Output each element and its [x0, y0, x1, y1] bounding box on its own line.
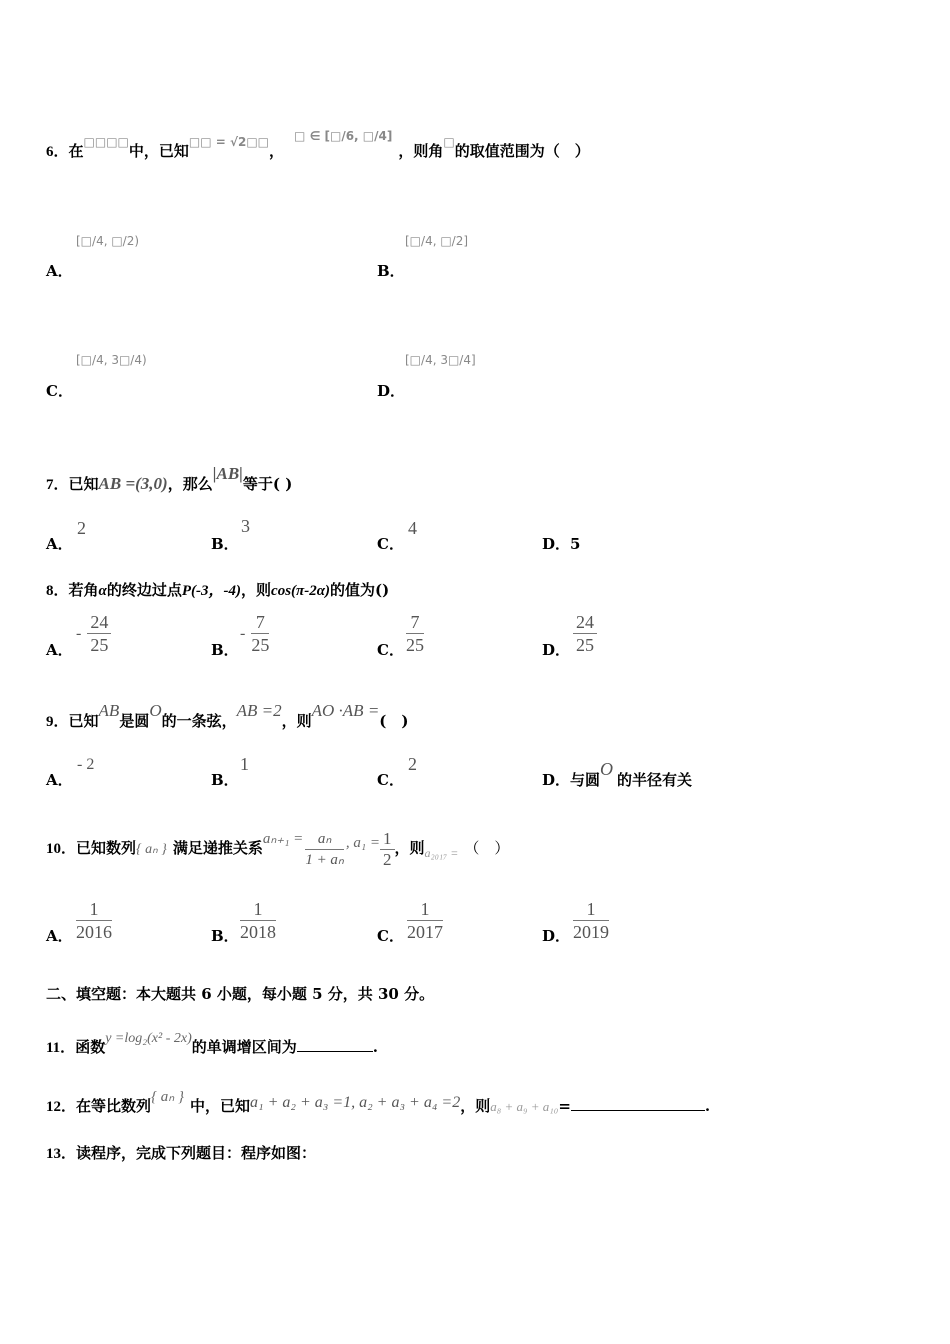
q13-stem: 13．读程序，完成下列题目：程序如图： — [46, 1144, 317, 1162]
q10-number: 10． — [46, 841, 77, 857]
q9-stem: 9．已知AB是圆O的一条弦，AB =2，则AO ·AB =( ) — [46, 701, 409, 730]
q9-dot-product: AO ·AB = — [311, 701, 380, 720]
q9-option-b-label: B． — [211, 771, 239, 789]
q9-circle-o: O — [149, 701, 162, 720]
q6-option-a-label: A． — [46, 262, 73, 280]
q7-stem: 7．已知AB =(3,0)，那么|AB|等于( ) — [46, 464, 293, 493]
q9-option-d-o: O — [600, 759, 614, 779]
q6-option-b-value: [□/4, □/2] — [405, 234, 469, 248]
q10-sequence: { aₙ } — [136, 842, 167, 857]
q7-option-b-value: 3 — [241, 516, 250, 536]
q8-option-b-value: - $\frac{7}{25}$ — [240, 612, 270, 655]
q9-ab: AB — [98, 701, 120, 720]
q8-number: 8． — [46, 583, 69, 599]
q8-option-c-label: C． — [377, 641, 404, 659]
q7-option-c-value: 4 — [408, 518, 417, 538]
q7-abs: |AB| — [212, 464, 243, 483]
q6-option-a-value: [□/4, □/2) — [76, 234, 140, 248]
q9-option-a-label: A． — [46, 771, 73, 789]
section-heading: 二、填空题：本大题共 6 小题，每小题 5 分，共 30 分。 — [46, 985, 435, 1003]
q8-option-c-value: $\frac{7}{25}$ — [406, 612, 424, 655]
q11-function: y =log₂(x² - 2x) — [105, 1031, 192, 1046]
q10-option-b-value: $\frac{1}{2018}$ — [240, 899, 276, 942]
q9-option-c-label: C． — [377, 771, 404, 789]
q10-half: $\frac{1}{2}$ — [380, 829, 395, 870]
q10-option-a-value: $\frac{1}{2016}$ — [76, 899, 112, 942]
q10-lhs: aₙ₊₁ = — [262, 831, 304, 847]
q11-answer-blank[interactable] — [297, 1051, 373, 1052]
q10-option-c-label: C． — [377, 927, 404, 945]
q6-option-d-value: [□/4, 3□/4] — [405, 353, 476, 367]
q6-condition: □□ = √2□□ — [188, 135, 270, 149]
q12-target: a₈ + a₉ + a₁₀ — [490, 1099, 559, 1114]
q10-target: a₂₀₁₇ = — [424, 846, 459, 860]
q12-number: 12． — [46, 1099, 77, 1115]
q9-number: 9． — [46, 714, 69, 730]
q12-condition: a₁ + a₂ + a₃ =1, a₂ + a₃ + a₄ =2 — [250, 1094, 461, 1111]
q8-expression: cos(π-2α) — [271, 583, 330, 599]
q8-option-d-label: D． — [542, 641, 571, 659]
q8-stem: 8．若角α的终边过点P(-3，-4)，则cos(π-2α)的值为() — [46, 581, 390, 599]
q9-option-d: D．与圆O的半径有关 — [542, 759, 693, 789]
q7-option-a-value: 2 — [77, 518, 86, 538]
q8-option-d-value: $\frac{24}{25}$ — [573, 611, 597, 656]
q8-alpha: α — [98, 583, 107, 599]
q6-option-c-label: C． — [46, 382, 73, 400]
q9-option-c-value: 2 — [408, 754, 417, 774]
q7-number: 7． — [46, 477, 69, 493]
q8-option-a-value: - $\frac{24}{25}$ — [76, 611, 111, 656]
q6-number: 6． — [46, 144, 69, 160]
q6-range: □ ∈ [□/6, □/4] — [294, 129, 393, 143]
q10-recurrence-fraction: $\frac{\text{aₙ}}{\text{1 + aₙ}}$ — [305, 830, 344, 868]
q10-option-c-value: $\frac{1}{2017}$ — [407, 899, 443, 942]
q6-option-c-value: [□/4, 3□/4) — [76, 353, 147, 367]
q7-option-b-label: B． — [211, 535, 239, 553]
q6-option-b-label: B． — [377, 262, 405, 280]
q10-stem: 10．已知数列{ aₙ } 满足递推关系aₙ₊₁ = $\frac{\text{aₙ}}{\text{1 + aₙ}}$ , a₁ = $\frac{1}{2}$ ，则$_{a_{2017} =}$ （ ） — [46, 828, 510, 869]
q7-option-d-value: 5 — [570, 535, 581, 553]
q6-angle: □ — [443, 135, 455, 149]
q9-option-b-value: 1 — [240, 754, 249, 774]
q6-option-d-label: D． — [377, 382, 406, 400]
q7-option-c-label: C． — [377, 535, 404, 553]
q11-stem: 11．函数y =log₂(x² - 2x)的单调增区间为 . — [46, 1031, 378, 1056]
q9-ab-length: AB =2 — [236, 701, 282, 720]
q10-option-b-label: B． — [211, 927, 239, 945]
q10-option-a-label: A． — [46, 927, 73, 945]
q9-option-a-value: - 2 — [77, 756, 95, 773]
q8-point: P(-3，-4) — [181, 583, 242, 599]
q8-option-a-label: A． — [46, 641, 73, 659]
q13-number: 13． — [46, 1146, 77, 1162]
q7-vector: AB =(3,0) — [98, 474, 168, 493]
q10-option-d-label: D． — [542, 927, 571, 945]
q12-answer-blank[interactable] — [571, 1110, 705, 1111]
q7-option-d-label: D．5 — [542, 535, 581, 553]
q12-stem: 12．在等比数列{ aₙ } 中，已知a₁ + a₂ + a₃ =1, a₂ + a₃ + a₄ =2，则a₈ + a₉ + a₁₀= . — [46, 1089, 711, 1115]
triangle-placeholder: □□□□ — [83, 135, 129, 149]
q11-number: 11． — [46, 1040, 76, 1056]
q7-option-a-label: A． — [46, 535, 73, 553]
q10-option-d-value: $\frac{1}{2019}$ — [573, 899, 609, 942]
q6-stem: 6．在□□□□中，已知$^{□□ = √2□□}$，$^{□ \in [□/6, □/4]}$，则角□的取值范围为（ ） — [46, 129, 590, 160]
q10-initial: , a₁ = — [345, 835, 381, 851]
q12-sequence: { aₙ } — [151, 1089, 185, 1105]
q8-option-b-label: B． — [211, 641, 239, 659]
